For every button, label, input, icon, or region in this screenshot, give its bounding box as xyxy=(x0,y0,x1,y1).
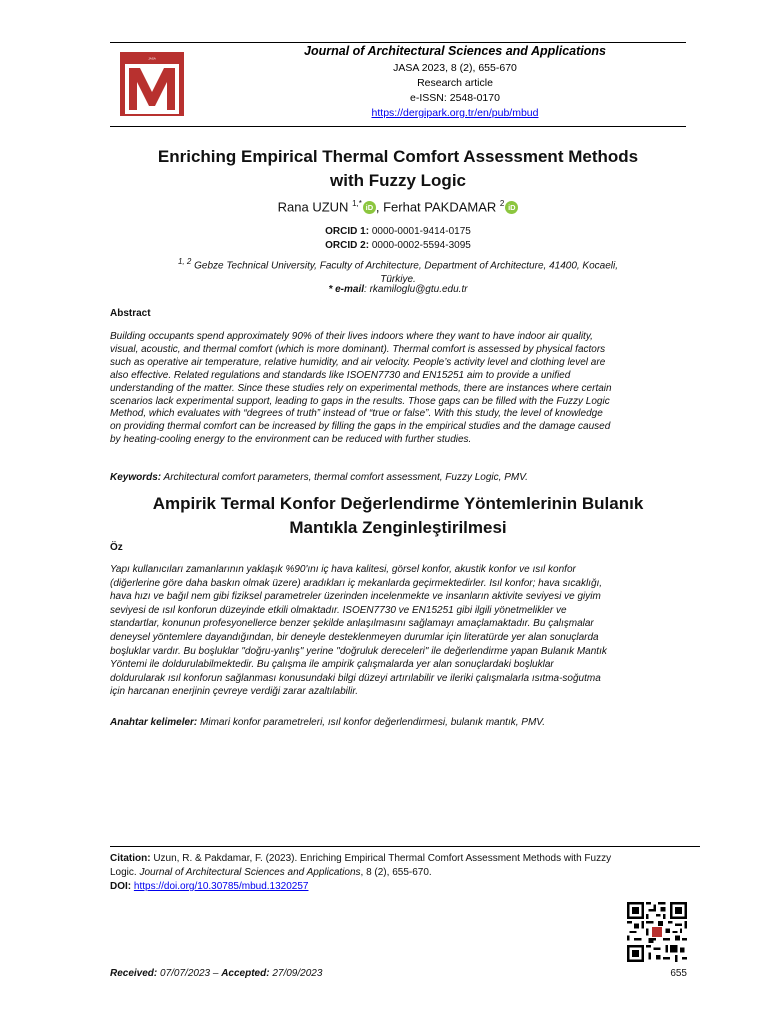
author-2-sup: 2 xyxy=(499,199,505,208)
abstract-line: Building occupants spend approximately 90% of their lives indoors where they want to have indoor air quality, xyxy=(110,331,593,342)
orcid-1-value: 0000-0001-9414-0175 xyxy=(371,226,471,237)
anahtar-kelimeler-line xyxy=(110,717,695,728)
orcid-1-label: ORCID 1: xyxy=(325,226,370,237)
journal-url-link[interactable]: https://dergipark.org.tr/en/pub/mbud xyxy=(371,107,539,119)
citation-rule xyxy=(110,846,700,847)
abstract-line: understanding of the matter. Since these studies rely on experimental methods, there are instances where certain xyxy=(110,382,612,394)
oz-line: Yöntemi ile doldurulabilmektedir. Bu çalışma ile ampirik çalışmalarda yer alan sonuçlardaki boşluklar xyxy=(110,659,554,671)
orcid-icon[interactable]: iD xyxy=(363,201,376,214)
oz-line: için harcanan enerjinin çevreye verdiği zarar azaltılabilir. xyxy=(110,686,359,698)
header-bottom-rule xyxy=(110,126,686,127)
citation-journal: Journal of Architectural Sciences and Applications xyxy=(139,867,361,878)
received-value: 07/07/2023 – xyxy=(157,968,222,979)
abstract-line: by heating-cooling energy to the environment can be reduced with further studies. xyxy=(110,434,472,446)
doi-label: DOI: xyxy=(110,881,132,892)
journal-issn: e-ISSN: 2548-0170 xyxy=(410,92,500,104)
abstract-body xyxy=(110,331,695,447)
email-value: : rkamiloglu@gtu.edu.tr xyxy=(364,284,468,295)
paper-title-line-1: Enriching Empirical Thermal Comfort Assessment Methods xyxy=(157,147,639,166)
affiliation-sup: 1, 2 xyxy=(177,257,192,266)
orcid-2-line xyxy=(110,240,686,251)
orcid-2-value: 0000-0002-5594-3095 xyxy=(371,240,471,251)
page-number: 655 xyxy=(670,968,687,979)
citation-block xyxy=(110,852,700,894)
author-line xyxy=(110,199,686,214)
received-label: Received: xyxy=(110,968,158,979)
oz-line: boşluklar vardır. Bu boşluklar "doğru-yanlış" yerine "doğruluk dereceleri" ile değerlendirme yapan Bulanık Mantık xyxy=(110,645,607,657)
abstract-heading: Abstract xyxy=(110,308,151,319)
turkish-title-line-2: Mantıkla Zenginleştirilmesi xyxy=(289,518,507,537)
abstract-line: scenarios lack experimental support, leading to gaps in the results. Those gaps can be filled with the Fuzzy Logic xyxy=(110,395,610,407)
turkish-title-line-1: Ampirik Termal Konfor Değerlendirme Yöntemlerinin Bulanık xyxy=(152,494,644,513)
oz-line: Yapı kullanıcıları zamanlarının yaklaşık %90'ını iç hava kalitesi, görsel konfor, akustik konfor ve ısıl konfor xyxy=(110,564,576,575)
anahtar-kelimeler-label: Anahtar kelimeler: xyxy=(110,717,198,728)
author-1-name: Rana UZUN xyxy=(277,199,349,215)
accepted-value: 27/09/2023 xyxy=(269,968,323,979)
orcid-1-line xyxy=(110,226,686,237)
oz-line: deneysel yöntemlere dayandığından, bir deneyle desteklenmeyen durumlar için literatürde yer alan sonuçlarda xyxy=(110,631,599,643)
received-accepted xyxy=(110,968,322,979)
oz-line: standartlar, konunun profesyonellerce benzer şekilde anlaşılmasını sağlamayı amaçlamaktadır. Bu çalışmalar xyxy=(110,618,594,630)
abstract-line: such as operative air temperature, relative humidity, and air velocity. People’s activity level and clothing level are xyxy=(110,356,606,368)
oz-line: seviyesi de ısıl konforun düzeyinde etkili olmaktadır. ISOEN7730 ve EN15251 gibi ilgili yönetmelikler ve xyxy=(110,604,567,616)
email-line xyxy=(110,284,686,295)
oz-line: hava hızı ve bağıl nem gibi fiziksel parametreler üzerinden incelenmekte ve insanların aktivite seviyesi ve giyim xyxy=(110,591,601,603)
oz-line: doldurularak ısıl konforun sağlanması konusundaki bilgi düzeyi artırılabilir ve ileriki çalışmalarla ısıtma-soğutma xyxy=(110,672,601,684)
email-label: * e-mail xyxy=(328,284,365,295)
keywords-text: Architectural comfort parameters, thermal comfort assessment, Fuzzy Logic, PMV. xyxy=(161,472,528,483)
turkish-title xyxy=(110,492,686,540)
doi-link[interactable]: https://doi.org/10.30785/mbud.1320257 xyxy=(133,881,309,892)
journal-volume: JASA 2023, 8 (2), 655-670 xyxy=(393,62,517,74)
author-2-name: , Ferhat PAKDAMAR xyxy=(375,199,497,215)
orcid-2-label: ORCID 2: xyxy=(325,240,370,251)
keywords-label: Keywords: xyxy=(110,472,162,483)
oz-line: (diğerlerine göre daha baskın olmak üzere) aradıkları iç mekanlarda geçirmektedirler. Isıl konfor; hava sıcaklığı, xyxy=(110,577,603,589)
abstract-line: on providing thermal comfort can be increased by filling the gaps in the empirical studies and the damage caused xyxy=(110,421,611,433)
article-type: Research article xyxy=(417,77,493,89)
abstract-line: Method, which evaluates with “degrees of truth” instead of “true or false”. With this study, the level of knowledge xyxy=(110,408,603,420)
header-top-rule xyxy=(110,42,686,43)
abstract-line: visual, acoustic, and thermal comfort (which is more dominant). Thermal comfort is assessed by physical factors xyxy=(110,343,606,355)
accepted-label: Accepted: xyxy=(221,968,270,979)
keywords-line xyxy=(110,472,695,483)
citation-label: Citation: xyxy=(110,853,151,864)
author-1-sup: 1,* xyxy=(352,199,362,208)
qr-code[interactable] xyxy=(627,902,687,962)
journal-logo xyxy=(118,50,186,118)
affiliation-line-1: Gebze Technical University, Faculty of Architecture, Department of Architecture, 41400, Kocaeli, xyxy=(194,260,619,272)
anahtar-kelimeler-text: Mimari konfor parametreleri, ısıl konfor değerlendirmesi, bulanık mantık, PMV. xyxy=(197,717,545,728)
orcid-icon[interactable]: iD xyxy=(505,201,518,214)
journal-title: Journal of Architectural Sciences and Applications xyxy=(304,44,606,58)
citation-text-2b: , 8 (2), 655-670. xyxy=(360,867,432,878)
abstract-line: also effective. Related regulations and standards like ISOEN7730 and EN15251 aim to provide a unified xyxy=(110,369,571,381)
citation-text-2a: Logic. xyxy=(110,867,140,878)
oz-heading: Öz xyxy=(110,542,123,553)
paper-title-line-2: with Fuzzy Logic xyxy=(330,171,466,190)
affiliation xyxy=(140,255,656,287)
oz-body xyxy=(110,563,695,699)
citation-text-1: Uzun, R. & Pakdamar, F. (2023). Enriching Empirical Thermal Comfort Assessment Methods with Fuzzy xyxy=(150,853,612,864)
svg-text:JASA: JASA xyxy=(148,56,156,61)
paper-title xyxy=(110,145,686,193)
affiliation-line-2: Türkiye. xyxy=(380,274,416,286)
